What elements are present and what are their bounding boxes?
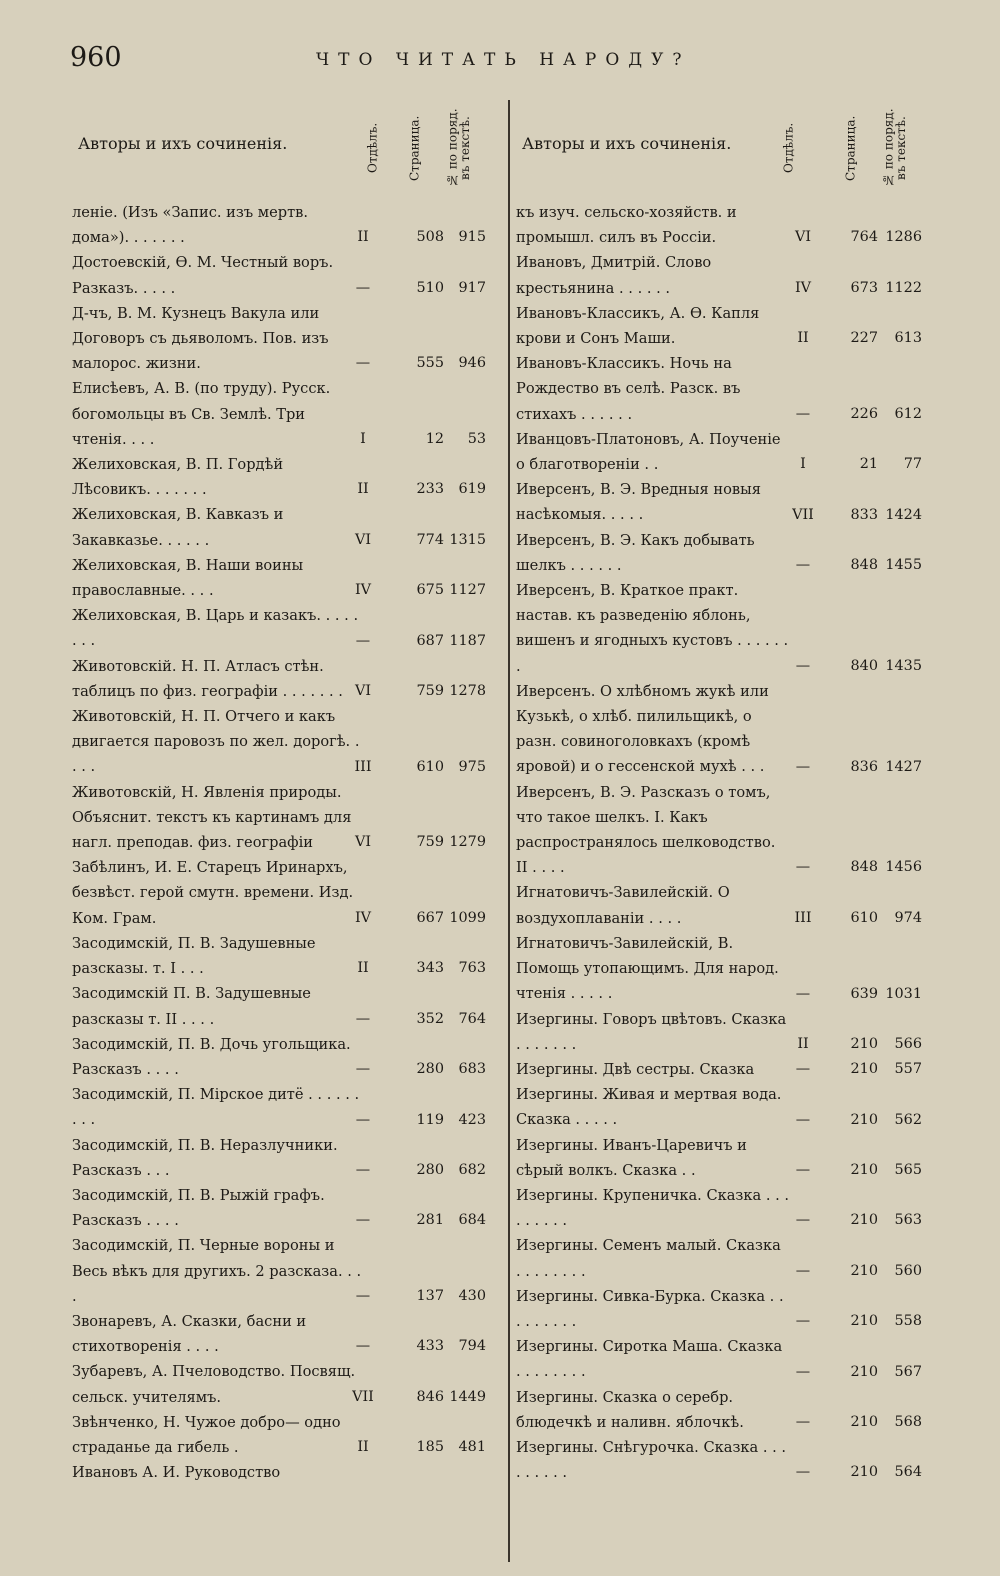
index-entry (516, 1233, 926, 1283)
entry-page: 846 (416, 1388, 444, 1405)
entry-number: 764 (458, 1010, 486, 1027)
index-entry (72, 553, 498, 603)
entry-section: — (355, 1212, 371, 1229)
entry-number: 430 (458, 1287, 486, 1304)
entry-number: 77 (903, 456, 922, 473)
index-entry (72, 250, 498, 300)
entry-number: 568 (894, 1413, 922, 1430)
entry-page: 210 (850, 1262, 878, 1279)
entry-page: 675 (416, 582, 444, 599)
entry-numbers (357, 956, 498, 981)
entry-numbers (790, 1158, 926, 1183)
entry-section: — (355, 632, 371, 649)
entry-section: VII (792, 506, 814, 523)
entry-numbers (355, 1057, 498, 1082)
entry-number: 1286 (885, 229, 922, 246)
entry-number: 481 (458, 1439, 486, 1456)
entry-page: 226 (850, 405, 878, 422)
entry-text: Животовскій. Н. П. Атласъ стѣн. таблицъ по физ. географіи . . . . . . . (72, 657, 343, 700)
section-header: Отдѣлъ. (365, 122, 380, 174)
entry-text: Игнатовичъ-Завилейскій. О воздухоплаваніи . . . . (516, 884, 730, 927)
entry-text: Изергины. Семенъ малый. Сказка . . . . . . . . (516, 1237, 781, 1280)
index-entry (516, 780, 926, 881)
entry-page: 555 (416, 355, 444, 372)
index-entry (72, 1233, 498, 1309)
entry-page: 119 (416, 1111, 444, 1128)
entry-numbers (354, 906, 498, 931)
page-header: Страница. (407, 115, 422, 181)
entry-numbers (790, 1108, 926, 1133)
index-entry (72, 1410, 498, 1460)
entry-page: 848 (850, 859, 878, 876)
entry-section: — (795, 557, 811, 574)
entry-page: 673 (850, 279, 878, 296)
index-entry (516, 1435, 926, 1485)
entry-section: I (360, 431, 366, 448)
entry-text: Ивановъ А. И. Руководство (72, 1464, 281, 1482)
entry-number: 946 (458, 355, 486, 372)
entry-number: 619 (458, 481, 486, 498)
entry-page: 508 (416, 229, 444, 246)
entry-number: 423 (458, 1111, 486, 1128)
entry-page: 840 (850, 657, 878, 674)
index-entry (72, 654, 498, 704)
entry-number: 1435 (885, 657, 922, 674)
index-entry (516, 880, 926, 930)
entry-section: II (357, 960, 369, 977)
column-divider (508, 100, 510, 1562)
entry-page: 759 (416, 834, 444, 851)
entry-page: 774 (416, 531, 444, 548)
entry-text: Ивановъ, Дмитрій. Слово крестьянина . . . . . . (516, 254, 712, 297)
entry-section: — (795, 1061, 811, 1078)
entry-text: Иверсенъ. О хлѣбномъ жукѣ или Кузькѣ, о хлѣб. пилильщикѣ, о разн. совиноголовкахъ (кромѣ яровой) и о гессенской мухѣ . . . (516, 682, 769, 776)
entry-number: 1449 (449, 1388, 486, 1405)
entry-section: II (357, 1439, 369, 1456)
index-entry (72, 1082, 498, 1132)
entry-numbers (355, 1208, 498, 1233)
entry-numbers (357, 1435, 498, 1460)
entry-page: 280 (416, 1061, 444, 1078)
entry-section: II (797, 330, 809, 347)
entry-text: Животовскій, Н. Явленія природы. Объяснит. текстъ къ картинамъ для нагл. преподав. физ. географіи (72, 783, 352, 852)
entry-section: IV (794, 279, 812, 296)
index-entry (516, 200, 926, 250)
entry-numbers (790, 755, 926, 780)
entry-numbers (355, 351, 498, 376)
entry-numbers (790, 553, 926, 578)
entry-number: 1279 (449, 834, 486, 851)
index-entry (72, 780, 498, 856)
entry-text: Иверсенъ, В. Э. Вредныя новыя насѣкомыя. . . . . (516, 481, 761, 524)
entry-text: Звонаревъ, А. Сказки, басни и стихотворенія . . . . (72, 1312, 307, 1356)
index-entry (516, 351, 926, 427)
entry-text: Иванцовъ-Платоновъ, А. Поученіе о благотвореніи . . (516, 430, 781, 474)
entry-page: 280 (416, 1161, 444, 1178)
entry-text: Засодимскій, П. Черные вороны и Весь вѣкъ для другихъ. 2 разсказа. . . . (72, 1237, 362, 1305)
entry-text: Изергины. Крупеничка. Сказка . . . . . . . . . (516, 1186, 790, 1230)
index-entry (72, 502, 498, 552)
entry-numbers (790, 855, 926, 880)
entry-text: Изергины. Говоръ цвѣтовъ. Сказка . . . . . . . (516, 1010, 787, 1053)
entry-number: 915 (458, 229, 486, 246)
entry-text: Засодимскій П. В. Задушевные разсказы т. II . . . . (72, 985, 311, 1028)
entry-number: 613 (894, 330, 922, 347)
entry-section: — (355, 1338, 371, 1355)
section-header: Отдѣлъ. (781, 122, 796, 174)
entry-numbers (357, 225, 498, 250)
entry-number: 565 (894, 1161, 922, 1178)
entry-number: 974 (894, 909, 922, 926)
entry-text: Ивановъ-Классикъ. Ночь на Рождество въ селѣ. Разск. въ стихахъ . . . . . . (516, 355, 741, 423)
index-entry (72, 1309, 498, 1359)
entry-section: — (795, 1212, 811, 1229)
entry-page: 687 (416, 632, 444, 649)
entry-text: Иверсенъ, В. Э. Разсказъ о томъ, что такое шелкъ. I. Какъ распространялось шелководство. II . . . . (516, 783, 776, 877)
left-column (72, 96, 498, 1485)
index-entry (72, 1460, 498, 1485)
entry-text: Зубаревъ, А. Пчеловодство. Посвящ. сельск. учителямъ. (72, 1363, 356, 1406)
entry-section: — (795, 1413, 811, 1430)
index-entry (516, 1385, 926, 1435)
entry-text: Желиховская, В. П. Гордѣй Лѣсовикъ. . . . . . . (72, 456, 284, 499)
entry-section: — (795, 657, 811, 674)
entry-number: 558 (894, 1313, 922, 1330)
entry-number: 1031 (885, 985, 922, 1002)
authors-header: Авторы и ихъ сочиненія. (78, 134, 288, 153)
entry-number: 1122 (885, 279, 922, 296)
entry-numbers (355, 1007, 498, 1032)
entry-numbers (790, 503, 926, 528)
entry-numbers (790, 1057, 926, 1082)
index-entry (72, 855, 498, 931)
entry-text: Засодимскій, П. В. Дочь угольщика. Разсказъ . . . . (72, 1035, 351, 1078)
entry-text: Ивановъ-Классикъ, А. Ѳ. Капля крови и Сонъ Маши. (516, 304, 760, 348)
entry-page: 210 (850, 1413, 878, 1430)
entry-number: 917 (458, 279, 486, 296)
entry-text: Игнатовичъ-Завилейскій, В. Помощь утопающимъ. Для народ. чтенія . . . . . (516, 934, 779, 1003)
entry-page: 227 (850, 330, 878, 347)
right-column-header (516, 96, 926, 200)
entry-page: 185 (416, 1439, 444, 1456)
entry-page: 210 (850, 1111, 878, 1128)
entry-text: къ изуч. сельско-хозяйств. и промышл. силъ въ Россіи. (516, 204, 737, 247)
entry-number: 1455 (885, 557, 922, 574)
right-entries (516, 200, 926, 1485)
entry-section: — (795, 405, 811, 422)
entry-page: 764 (850, 229, 878, 246)
entry-section: III (354, 758, 372, 775)
entry-text: Изергины. Живая и мертвая вода. Сказка . . . . . (516, 1086, 782, 1129)
index-entry (72, 981, 498, 1031)
entry-number: 557 (894, 1061, 922, 1078)
left-entries (72, 200, 498, 1485)
entry-text: Забѣлинъ, И. Е. Старецъ Иринархъ, безвѣст. герой смутн. времени. Изд. Ком. Грам. (72, 859, 354, 927)
entry-section: VI (794, 229, 812, 246)
entry-text: Елисѣевъ, А. В. (по труду). Русск. богомольцы въ Св. Землѣ. Три чтенія. . . . (72, 380, 331, 448)
index-entry (72, 1183, 498, 1233)
entry-number: 560 (894, 1262, 922, 1279)
index-entry (516, 1133, 926, 1183)
entry-page: 759 (416, 683, 444, 700)
entry-text: Засодимскій, П. В. Рыжій графъ. Разсказъ . . . . (72, 1186, 325, 1230)
entry-text: Желиховская, В. Царь и казакъ. . . . . . . . (72, 607, 359, 650)
entry-number: 683 (458, 1061, 486, 1078)
index-entry (516, 477, 926, 527)
index-entry (72, 452, 498, 502)
entry-text: Изергины. Иванъ-Царевичъ и сѣрый волкъ. Сказка . . (516, 1136, 747, 1179)
entry-page: 667 (416, 909, 444, 926)
entry-page: 210 (850, 1212, 878, 1229)
entry-numbers (355, 1334, 498, 1359)
entry-numbers (355, 276, 498, 301)
entry-section: VI (354, 531, 372, 548)
entry-numbers (354, 830, 498, 855)
entry-numbers (362, 1460, 498, 1485)
entry-text: Изергины. Снѣгурочка. Сказка . . . . . . . . . (516, 1438, 787, 1482)
index-entry (516, 1284, 926, 1334)
entry-number: 1424 (885, 506, 922, 523)
entry-numbers (790, 1460, 926, 1485)
entry-text: Д-чъ, В. М. Кузнецъ Вакула или Договоръ съ дьяволомъ. Пов. изъ малорос. жизни. (72, 304, 329, 373)
entry-number: 975 (458, 758, 486, 775)
entry-section: — (355, 1161, 371, 1178)
index-entry (516, 1082, 926, 1132)
entry-section: — (795, 1111, 811, 1128)
entry-text: Иверсенъ, В. Краткое практ. настав. къ разведенію яблонь, вишенъ и ягодныхъ кустовъ . . . . . . . (516, 582, 789, 675)
page-number: 960 (70, 42, 122, 73)
entry-page: 836 (850, 758, 878, 775)
entry-numbers (790, 654, 926, 679)
entry-number: 763 (458, 960, 486, 977)
entry-text: Засодимскій, П. В. Задушевные разсказы. т. I . . . (72, 934, 316, 978)
entry-page: 510 (416, 279, 444, 296)
entry-numbers (357, 477, 498, 502)
entry-page: 433 (416, 1338, 444, 1355)
entry-page: 833 (850, 506, 878, 523)
page-header: Страница. (843, 115, 858, 181)
index-entry (516, 1183, 926, 1233)
entry-section: II (357, 481, 369, 498)
entry-section: I (800, 456, 806, 473)
entry-text: Желиховская, В. Кавказъ и Закавказье. . . . . . (72, 506, 284, 549)
left-column-header (72, 96, 498, 200)
index-entry (72, 704, 498, 780)
index-entry (72, 931, 498, 981)
entry-numbers (790, 1360, 926, 1385)
entry-number: 1278 (449, 683, 486, 700)
entry-text: Желиховская, В. Наши воины православные. . . . (72, 556, 304, 600)
entry-numbers (352, 1385, 498, 1410)
entry-numbers (790, 1309, 926, 1334)
entry-numbers (790, 326, 926, 351)
entry-number: 564 (894, 1464, 922, 1481)
entry-text: Засодимскій, П. Мірское дитё . . . . . . . . . (72, 1086, 360, 1129)
entry-numbers (790, 1208, 926, 1233)
entry-page: 210 (850, 1161, 878, 1178)
entry-text: Засодимскій, П. В. Неразлучники. Разсказъ . . . (72, 1136, 338, 1179)
entry-section: IV (354, 909, 372, 926)
entry-numbers (355, 1108, 498, 1133)
entry-number: 1099 (449, 909, 486, 926)
entry-number: 612 (894, 405, 922, 422)
entry-number: 563 (894, 1212, 922, 1229)
entry-section: VII (352, 1388, 374, 1405)
entry-page: 610 (416, 758, 444, 775)
entry-numbers (355, 629, 498, 654)
entry-page: 233 (416, 481, 444, 498)
index-entry (72, 301, 498, 377)
number-header: № по поряд. въ текстѣ. (445, 108, 472, 188)
entry-numbers (790, 452, 926, 477)
index-entry (72, 1133, 498, 1183)
entry-page: 639 (850, 985, 878, 1002)
entry-section: II (357, 229, 369, 246)
entry-section: — (795, 758, 811, 775)
entry-numbers (354, 578, 498, 603)
index-entry (72, 603, 498, 653)
entry-page: 137 (416, 1287, 444, 1304)
entry-number: 53 (467, 431, 486, 448)
index-entry (72, 1359, 498, 1409)
number-header: № по поряд. въ текстѣ. (881, 108, 908, 188)
entry-numbers (790, 1410, 926, 1435)
index-entry (516, 1057, 926, 1082)
index-entry (516, 1007, 926, 1057)
entry-numbers (790, 1032, 926, 1057)
index-entry (516, 301, 926, 351)
entry-number: 1315 (449, 531, 486, 548)
entry-numbers (354, 679, 498, 704)
entry-page: 610 (850, 909, 878, 926)
entry-text: Изергины. Двѣ сестры. Сказка (516, 1060, 755, 1078)
entry-numbers (790, 225, 926, 250)
index-entry (516, 528, 926, 578)
entry-numbers (790, 1259, 926, 1284)
entry-numbers (790, 982, 926, 1007)
entry-page: 848 (850, 557, 878, 574)
entry-text: леніе. (Изъ «Запис. изъ мертв. дома»). . . . . . . (72, 204, 309, 247)
entry-section: — (355, 1061, 371, 1078)
entry-number: 1456 (885, 859, 922, 876)
entry-section: — (795, 1262, 811, 1279)
entry-number: 682 (458, 1161, 486, 1178)
entry-number: 1187 (449, 632, 486, 649)
entry-page: 12 (425, 431, 444, 448)
entry-page: 210 (850, 1363, 878, 1380)
entry-numbers (790, 402, 926, 427)
entry-numbers (790, 276, 926, 301)
entry-section: — (795, 985, 811, 1002)
entry-section: — (795, 1313, 811, 1330)
entry-number: 567 (894, 1363, 922, 1380)
entry-number: 1127 (449, 582, 486, 599)
entry-section: VI (354, 834, 372, 851)
entry-section: — (355, 1287, 371, 1304)
entry-section: — (355, 1010, 371, 1027)
entry-text: Изергины. Сиротка Маша. Сказка . . . . . . . . (516, 1338, 783, 1381)
entry-numbers (354, 528, 498, 553)
entry-page: 281 (416, 1212, 444, 1229)
index-entry (72, 1032, 498, 1082)
entry-number: 566 (894, 1035, 922, 1052)
entry-page: 210 (850, 1313, 878, 1330)
index-entry (516, 427, 926, 477)
entry-section: — (795, 1161, 811, 1178)
entry-text: Достоевскій, Ѳ. М. Честный воръ. Разказъ. . . . . (72, 254, 334, 297)
entry-text: Звѣнченко, Н. Чужое добро— одно страданье да гибель . (72, 1413, 341, 1456)
entry-page: 210 (850, 1035, 878, 1052)
entry-section: — (355, 355, 371, 372)
entry-numbers (354, 755, 498, 780)
index-entry (516, 578, 926, 679)
authors-header: Авторы и ихъ сочиненія. (522, 134, 732, 153)
entry-number: 562 (894, 1111, 922, 1128)
entry-section: — (795, 1363, 811, 1380)
entry-text: Иверсенъ, В. Э. Какъ добывать шелкъ . . . . . . (516, 531, 755, 574)
entry-page: 352 (416, 1010, 444, 1027)
entry-page: 343 (416, 960, 444, 977)
entry-section: — (795, 859, 811, 876)
index-entry (516, 679, 926, 780)
index-entry (516, 931, 926, 1007)
entry-number: 684 (458, 1212, 486, 1229)
entry-text: Изергины. Сказка о серебр. блюдечкѣ и наливн. яблочкѣ. (516, 1388, 744, 1431)
index-entry (72, 376, 498, 452)
entry-section: — (795, 1464, 811, 1481)
entry-section: VI (354, 683, 372, 700)
index-entry (72, 200, 498, 250)
entry-numbers (362, 427, 498, 452)
entry-numbers (355, 1284, 498, 1309)
index-entry (516, 1334, 926, 1384)
entry-text: Изергины. Сивка-Бурка. Сказка . . . . . . . . . (516, 1287, 784, 1330)
entry-section: IV (354, 582, 372, 599)
index-entry (516, 250, 926, 300)
entry-number: 794 (458, 1338, 486, 1355)
running-head: ЧТО ЧИТАТЬ НАРОДУ? (316, 50, 691, 70)
entry-numbers (355, 1158, 498, 1183)
entry-page: 210 (850, 1061, 878, 1078)
entry-section: II (797, 1035, 809, 1052)
entry-number: 1427 (885, 758, 922, 775)
entry-section: III (794, 909, 812, 926)
entry-section: — (355, 1111, 371, 1128)
entry-section: — (355, 279, 371, 296)
right-column (516, 96, 926, 1485)
entry-text: Животовскій, Н. П. Отчего и какъ двигается паровозъ по жел. дорогѣ. . . . . (72, 708, 360, 776)
entry-page: 21 (859, 456, 878, 473)
entry-numbers (790, 906, 926, 931)
entry-page: 210 (850, 1464, 878, 1481)
